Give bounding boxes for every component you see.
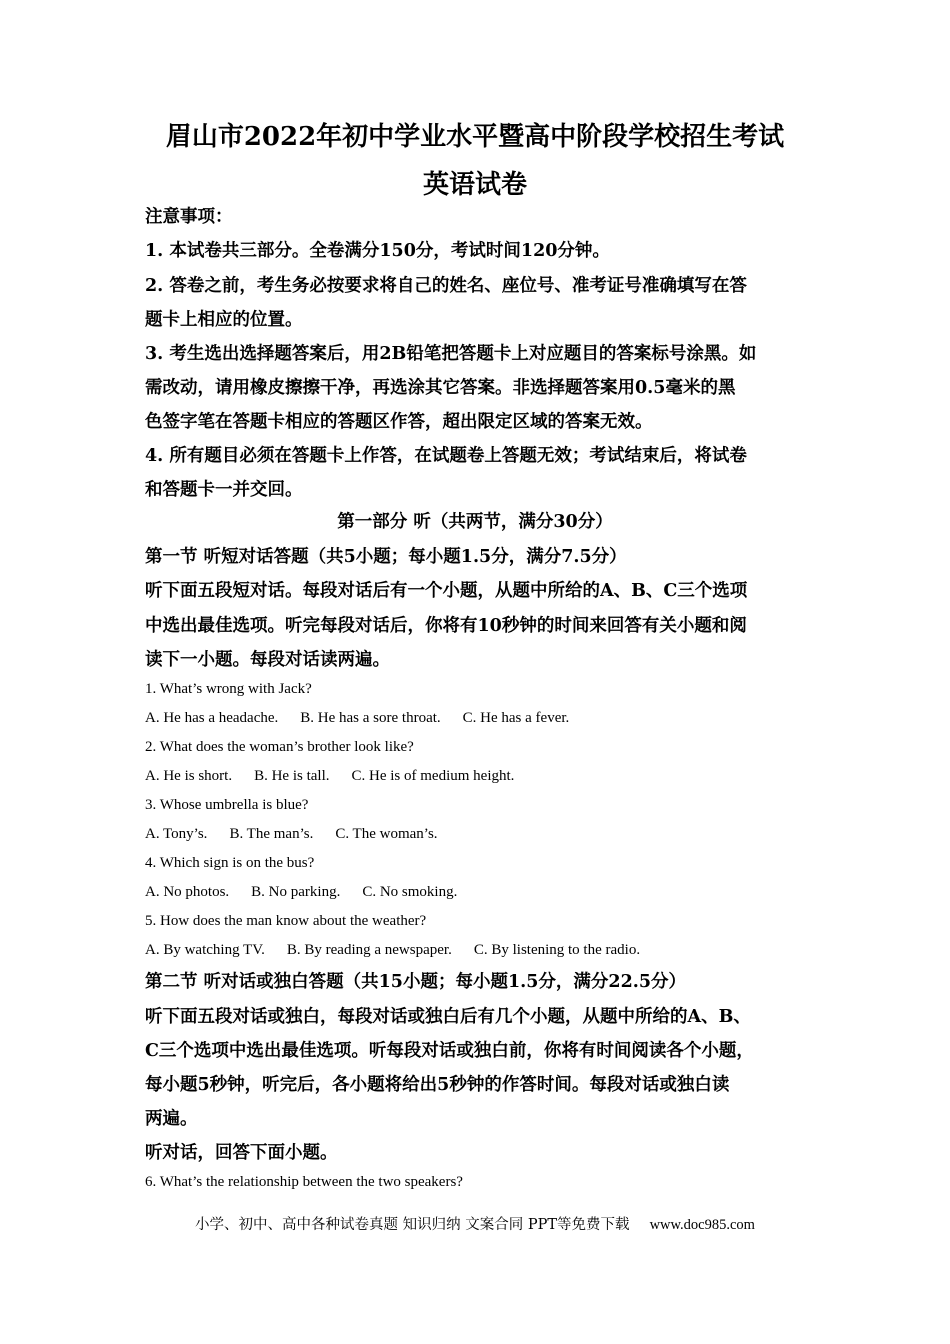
option-a: A. By watching TV.: [145, 942, 265, 958]
question-2: 2. What does the woman’s brother look like?: [145, 739, 414, 755]
notice-line: 4. 所有题目必须在答题卡上作答，在试题卷上答题无效；考试结束后，将试卷: [145, 446, 747, 466]
section2-instruction: 每小题5秒钟，听完后，各小题将给出5秒钟的作答时间。每段对话或独白读: [145, 1075, 730, 1095]
section1-heading: 第一节 听短对话答题（共5小题；每小题1.5分，满分7.5分）: [145, 547, 627, 567]
options-4: [145, 882, 457, 902]
option-b: B. He has a sore throat.: [300, 710, 441, 726]
options-5: [145, 940, 640, 960]
option-c: C. By listening to the radio.: [473, 942, 641, 958]
section1-instruction: 中选出最佳选项。听完每段对话后，你将有10秒钟的时间来回答有关小题和阅: [145, 616, 747, 636]
notice-line: 2. 答卷之前，考生务必按要求将自己的姓名、座位号、准考证号准确填写在答: [145, 276, 747, 296]
option-b: B. The man’s.: [229, 826, 314, 842]
question-1: 1. What’s wrong with Jack?: [145, 681, 312, 697]
section1-instruction: 读下一小题。每段对话读两遍。: [145, 650, 390, 670]
question-3: 3. Whose umbrella is blue?: [145, 797, 309, 813]
option-a: A. Tony’s.: [145, 826, 208, 842]
exam-title: 眉山市2022年初中学业水平暨高中阶段学校招生考试: [165, 122, 785, 152]
notice-line: 和答题卡一并交回。: [145, 480, 303, 500]
notice-line: 题卡上相应的位置。: [145, 310, 303, 330]
question-6: 6. What’s the relationship between the two speakers?: [145, 1174, 463, 1190]
option-a: A. No photos.: [145, 884, 230, 900]
option-b: B. No parking.: [251, 884, 341, 900]
footer-text: 小学、初中、高中各种试卷真题 知识归纳 文案合同 PPT等免费下载: [195, 1217, 630, 1233]
options-1: [145, 708, 569, 728]
section2-subheading: 听对话，回答下面小题。: [145, 1143, 338, 1163]
section1-instruction: 听下面五段短对话。每段对话后有一个小题，从题中所给的A、B、C三个选项: [145, 581, 748, 601]
option-c: C. The woman’s.: [335, 826, 438, 842]
options-2: [145, 766, 514, 786]
section2-heading: 第二节 听对话或独白答题（共15小题；每小题1.5分，满分22.5分）: [145, 972, 687, 992]
option-b: B. By reading a newspaper.: [286, 942, 452, 958]
notice-line: 1. 本试卷共三部分。全卷满分150分，考试时间120分钟。: [145, 241, 610, 261]
page-footer: [0, 1213, 950, 1234]
section2-instruction: 听下面五段对话或独白，每段对话或独白后有几个小题，从题中所给的A、B、: [145, 1007, 751, 1027]
question-4: 4. Which sign is on the bus?: [145, 855, 315, 871]
section2-instruction: C三个选项中选出最佳选项。听每段对话或独白前，你将有时间阅读各个小题，: [145, 1041, 754, 1061]
exam-subtitle: 英语试卷: [422, 170, 527, 200]
option-a: A. He is short.: [145, 768, 233, 784]
option-b: B. He is tall.: [254, 768, 330, 784]
option-c: C. He has a fever.: [462, 710, 570, 726]
notice-line: 需改动，请用橡皮擦擦干净，再选涂其它答案。非选择题答案用0.5毫米的黑: [145, 378, 736, 398]
options-3: [145, 824, 438, 844]
notice-heading: 注意事项：: [145, 207, 233, 227]
notice-line: 色签字笔在答题卡相应的答题区作答，超出限定区域的答案无效。: [145, 412, 653, 432]
option-a: A. He has a headache.: [145, 710, 279, 726]
section2-instruction: 两遍。: [145, 1109, 198, 1129]
option-c: C. He is of medium height.: [351, 768, 515, 784]
option-c: C. No smoking.: [362, 884, 458, 900]
footer-url: www.doc985.com: [649, 1217, 755, 1233]
part1-heading: 第一部分 听（共两节，满分30分）: [337, 512, 613, 532]
question-5: 5. How does the man know about the weather?: [145, 913, 427, 929]
notice-line: 3. 考生选出选择题答案后，用2B铅笔把答题卡上对应题目的答案标号涂黑。如: [145, 344, 757, 364]
